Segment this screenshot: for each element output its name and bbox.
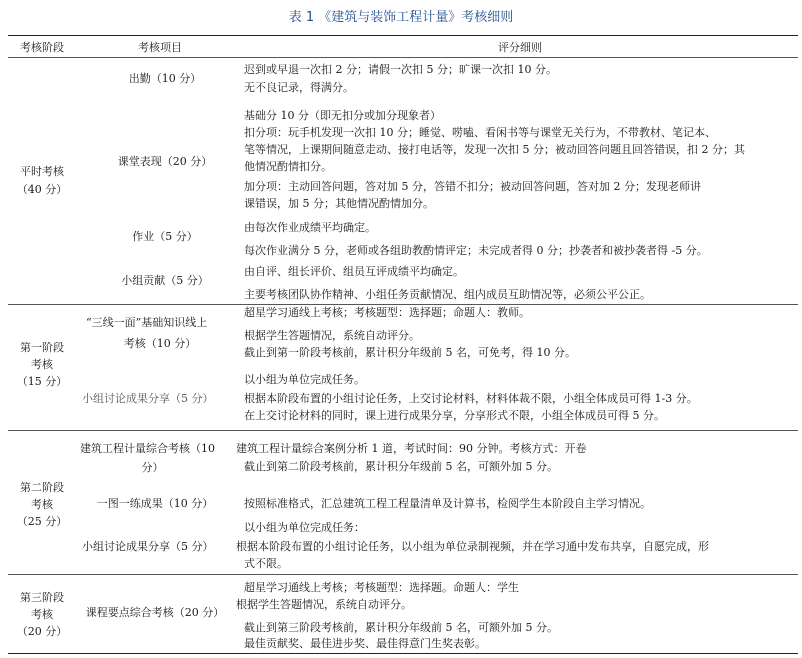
detail-line: 他情况酌情扣分。	[244, 160, 332, 173]
detail-line: 超星学习通线上考核；考核题型：选择题。命题人：学生	[244, 581, 519, 594]
detail-line: 在上交讨论材料的同时，课上进行成果分享，分享形式不限，小组全体成员可得 5 分。	[244, 409, 665, 422]
detail-line: 最佳贡献奖、最佳进步奖、最佳得意门生奖表彰。	[244, 637, 486, 650]
detail-line: 截止到第一阶段考核前，累计积分年级前 5 名，可免考，得 10 分。	[244, 346, 576, 359]
header-stage: 考核阶段	[20, 41, 64, 54]
detail-line: 主要考核团队协作精神、小组任务贡献情况、组内成员互助情况等，必须公平公正。	[244, 288, 651, 301]
table-title: 表 1 《建筑与装饰工程计量》考核细则	[288, 10, 514, 25]
stage3-name: 第二阶段	[20, 481, 64, 494]
stage1-name: 平时考核	[20, 165, 64, 178]
item-homework: 作业（5 分）	[132, 230, 198, 243]
item-comprehensive-points: 分）	[141, 461, 164, 474]
item-basic-online-points: 考核（10 分）	[123, 337, 197, 350]
item-classroom: 课堂表现（20 分）	[117, 155, 213, 168]
item-attendance: 出勤（10 分）	[128, 72, 202, 85]
stage3-rule	[8, 574, 798, 575]
header-detail: 评分细则	[498, 41, 542, 54]
detail-line: 根据学生答题情况，系统自动评分。	[244, 329, 420, 342]
top-rule	[8, 35, 798, 36]
item-group-share: 小组讨论成果分享（5 分）	[82, 392, 214, 405]
detail-line: 超星学习通线上考核；考核题型：选择题；命题人：教师。	[244, 306, 530, 319]
item-chart-practice: 一图一练成果（10 分）	[96, 497, 214, 510]
stage4-label: 考核	[31, 608, 53, 621]
detail-line: 根据本阶段布置的小组讨论任务，以小组为单位录制视频，并在学习通中发布共享，自愿完成，形	[236, 540, 709, 553]
stage4-name: 第三阶段	[20, 591, 64, 604]
stage3-label: 考核	[31, 498, 53, 511]
detail-line: 由自评、组长评价、组员互评成绩平均确定。	[244, 265, 464, 278]
stage3-points: （25 分）	[16, 515, 68, 528]
item-basic-online: “三线一面”基础知识线上	[86, 316, 208, 329]
stage4-points: （20 分）	[16, 625, 68, 638]
detail-line: 扣分项：玩手机发现一次扣 10 分；睡觉、唠嗑、看闲书等与课堂无关行为，不带教材、笔记本、	[244, 126, 716, 139]
item-key-points: 课程要点综合考核（20 分）	[85, 606, 225, 619]
detail-line: 建筑工程计量综合案例分析 1 道，考试时间：90 分钟。考核方式：开卷	[236, 442, 587, 455]
detail-line: 截止到第二阶段考核前，累计积分年级前 5 名，可额外加 5 分。	[244, 460, 558, 473]
header-item: 考核项目	[138, 41, 182, 54]
stage2-rule	[8, 430, 798, 431]
bottom-rule	[8, 653, 798, 654]
detail-line: 以小组为单位完成任务：	[244, 521, 365, 534]
item-group: 小组贡献（5 分）	[121, 274, 209, 287]
item-group-share-2: 小组讨论成果分享（5 分）	[82, 540, 214, 553]
detail-line: 加分项：主动回答问题，答对加 5 分，答错不扣分；被动回答问题，答对加 2 分；发现老师讲	[244, 180, 701, 193]
detail-line: 以小组为单位完成任务。	[244, 373, 365, 386]
detail-line: 根据本阶段布置的小组讨论任务，上交讨论材料，材料体裁不限，小组全体成员可得 1-3 分。	[244, 392, 698, 405]
item-comprehensive: 建筑工程计量综合考核（10	[80, 442, 215, 455]
detail-line: 无不良记录，得满分。	[244, 81, 354, 94]
detail-line: 每次作业满分 5 分，老师或各组助教酌情评定；未完成者得 0 分；抄袭者和被抄袭者得 -5 分。	[244, 244, 708, 257]
detail-line: 课错误，加 5 分；其他情况酌情加分。	[244, 197, 434, 210]
detail-line: 由每次作业成绩平均确定。	[244, 221, 376, 234]
detail-line: 式不限。	[244, 557, 288, 570]
header-rule	[8, 57, 798, 58]
detail-line: 按照标准格式，汇总建筑工程工程量清单及计算书，检阅学生本阶段自主学习情况。	[244, 497, 651, 510]
detail-line: 根据学生答题情况，系统自动评分。	[236, 598, 412, 611]
stage2-points: （15 分）	[16, 375, 68, 388]
stage1-points: （40 分）	[16, 183, 68, 196]
detail-line: 基础分 10 分（即无扣分或加分现象者）	[244, 109, 441, 122]
detail-line: 笔等情况，上课期间随意走动、接打电话等，发现一次扣 5 分；被动回答问题且回答错误，扣 2 分；其	[244, 143, 745, 156]
detail-line: 迟到或早退一次扣 2 分；请假一次扣 5 分；旷课一次扣 10 分。	[244, 63, 557, 76]
stage2-label: 考核	[31, 358, 53, 371]
stage2-name: 第一阶段	[20, 341, 64, 354]
detail-line: 截止到第三阶段考核前，累计积分年级前 5 名，可额外加 5 分。	[244, 621, 558, 634]
